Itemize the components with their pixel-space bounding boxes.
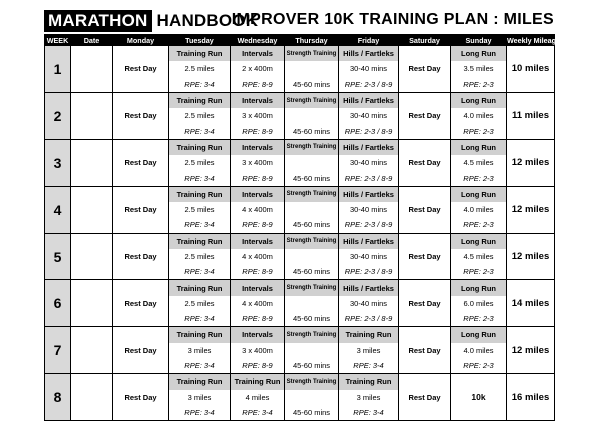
thursday-duration: 45-60 mins	[285, 264, 339, 280]
sunday-workout-label: Long Run	[451, 186, 507, 202]
tuesday-workout-label: Training Run	[169, 139, 231, 155]
sunday-cell: 10k	[451, 374, 507, 421]
monday-cell: Rest Day	[113, 139, 169, 186]
sunday-rpe: RPE: 2-3	[451, 77, 507, 93]
thursday-blank	[285, 343, 339, 358]
table-header-row	[45, 35, 555, 46]
column-header-thursday: Thursday	[285, 35, 339, 46]
training-plan-table	[44, 34, 561, 421]
friday-rpe: RPE: 2-3 / 8-9	[339, 123, 399, 139]
weekly-mileage: 12 miles	[507, 186, 555, 233]
weekly-mileage: 12 miles	[507, 233, 555, 280]
friday-rpe: RPE: 2-3 / 8-9	[339, 311, 399, 327]
column-header-tuesday: Tuesday	[169, 35, 231, 46]
thursday-blank	[285, 202, 339, 217]
date-cell	[71, 186, 113, 233]
monday-cell: Rest Day	[113, 280, 169, 327]
friday-rpe: RPE: 2-3 / 8-9	[339, 77, 399, 93]
tuesday-workout-label: Training Run	[169, 374, 231, 390]
friday-workout-label: Hills / Fartleks	[339, 233, 399, 249]
column-header-saturday: Saturday	[399, 35, 451, 46]
thursday-duration: 45-60 mins	[285, 77, 339, 93]
thursday-blank	[285, 108, 339, 123]
date-cell	[71, 280, 113, 327]
tuesday-workout-value: 2.5 miles	[169, 155, 231, 170]
wednesday-workout-label: Intervals	[231, 233, 285, 249]
friday-workout-value: 3 miles	[339, 390, 399, 405]
thursday-blank	[285, 390, 339, 405]
wednesday-workout-label: Intervals	[231, 280, 285, 296]
date-cell	[71, 374, 113, 421]
wednesday-workout-value: 3 x 400m	[231, 108, 285, 123]
tuesday-workout-label: Training Run	[169, 46, 231, 62]
sunday-workout-label: Long Run	[451, 92, 507, 108]
table-row	[45, 186, 555, 202]
tuesday-workout-value: 2.5 miles	[169, 249, 231, 264]
column-header-monday: Monday	[113, 35, 169, 46]
sunday-workout-label: Long Run	[451, 280, 507, 296]
friday-rpe: RPE: 3-4	[339, 358, 399, 374]
column-header-wednesday: Wednesday	[231, 35, 285, 46]
tuesday-workout-label: Training Run	[169, 280, 231, 296]
week-number: 6	[45, 280, 71, 327]
week-number: 3	[45, 139, 71, 186]
wednesday-workout-label: Intervals	[231, 186, 285, 202]
friday-workout-label: Hills / Fartleks	[339, 280, 399, 296]
sunday-workout-value: 4.0 miles	[451, 343, 507, 358]
sunday-rpe: RPE: 2-3	[451, 264, 507, 280]
saturday-cell: Rest Day	[399, 46, 451, 93]
friday-workout-value: 30-40 mins	[339, 108, 399, 123]
date-cell	[71, 139, 113, 186]
weekly-mileage: 12 miles	[507, 327, 555, 374]
saturday-cell: Rest Day	[399, 374, 451, 421]
tuesday-workout-label: Training Run	[169, 233, 231, 249]
friday-workout-value: 30-40 mins	[339, 202, 399, 217]
thursday-duration: 45-60 mins	[285, 123, 339, 139]
sunday-rpe: RPE: 2-3	[451, 311, 507, 327]
friday-workout-label: Training Run	[339, 374, 399, 390]
friday-workout-label: Hills / Fartleks	[339, 139, 399, 155]
column-header-sunday: Sunday	[451, 35, 507, 46]
wednesday-workout-value: 4 x 400m	[231, 202, 285, 217]
saturday-cell: Rest Day	[399, 327, 451, 374]
tuesday-rpe: RPE: 3-4	[169, 217, 231, 233]
wednesday-workout-value: 4 x 400m	[231, 249, 285, 264]
week-number: 8	[45, 374, 71, 421]
friday-workout-value: 3 miles	[339, 343, 399, 358]
friday-workout-label: Training Run	[339, 327, 399, 343]
sunday-workout-value: 4.0 miles	[451, 202, 507, 217]
weekly-mileage: 14 miles	[507, 280, 555, 327]
thursday-workout-label: Strength Training	[285, 374, 339, 390]
sunday-workout-label: Long Run	[451, 327, 507, 343]
table-row	[45, 374, 555, 390]
column-header-week: WEEK	[45, 35, 71, 46]
friday-workout-value: 30-40 mins	[339, 296, 399, 311]
tuesday-rpe: RPE: 3-4	[169, 123, 231, 139]
saturday-cell: Rest Day	[399, 92, 451, 139]
table-row	[45, 233, 555, 249]
friday-workout-label: Hills / Fartleks	[339, 92, 399, 108]
monday-cell: Rest Day	[113, 233, 169, 280]
friday-rpe: RPE: 2-3 / 8-9	[339, 217, 399, 233]
sunday-rpe: RPE: 2-3	[451, 170, 507, 186]
table-row	[45, 327, 555, 343]
week-number: 2	[45, 92, 71, 139]
thursday-workout-label: Strength Training	[285, 139, 339, 155]
thursday-duration: 45-60 mins	[285, 217, 339, 233]
wednesday-workout-value: 2 x 400m	[231, 61, 285, 76]
sunday-rpe: RPE: 2-3	[451, 358, 507, 374]
wednesday-rpe: RPE: 8-9	[231, 358, 285, 374]
week-number: 5	[45, 233, 71, 280]
monday-cell: Rest Day	[113, 186, 169, 233]
friday-workout-value: 30-40 mins	[339, 249, 399, 264]
tuesday-rpe: RPE: 3-4	[169, 311, 231, 327]
sunday-workout-value: 3.5 miles	[451, 61, 507, 76]
thursday-blank	[285, 155, 339, 170]
week-number: 7	[45, 327, 71, 374]
thursday-workout-label: Strength Training	[285, 233, 339, 249]
wednesday-workout-value: 3 x 400m	[231, 343, 285, 358]
table-row	[45, 280, 555, 296]
wednesday-workout-value: 3 x 400m	[231, 155, 285, 170]
wednesday-workout-label: Intervals	[231, 92, 285, 108]
friday-rpe: RPE: 3-4	[339, 405, 399, 421]
thursday-duration: 45-60 mins	[285, 311, 339, 327]
column-header-weekly-mileage: Weekly Mileage	[507, 35, 561, 45]
page-title: IMPROVER 10K TRAINING PLAN : MILES	[231, 11, 554, 28]
saturday-cell: Rest Day	[399, 139, 451, 186]
sunday-rpe: RPE: 2-3	[451, 123, 507, 139]
date-cell	[71, 46, 113, 93]
tuesday-workout-value: 2.5 miles	[169, 61, 231, 76]
wednesday-rpe: RPE: 8-9	[231, 311, 285, 327]
weekly-mileage: 11 miles	[507, 92, 555, 139]
friday-workout-label: Hills / Fartleks	[339, 46, 399, 62]
thursday-workout-label: Strength Training	[285, 46, 339, 62]
tuesday-rpe: RPE: 3-4	[169, 77, 231, 93]
marathon-handbook-logo	[44, 10, 258, 32]
wednesday-rpe: RPE: 8-9	[231, 77, 285, 93]
training-plan-body	[45, 46, 555, 421]
page-header	[44, 10, 554, 32]
wednesday-workout-label: Intervals	[231, 139, 285, 155]
sunday-workout-value: 6.0 miles	[451, 296, 507, 311]
date-cell	[71, 92, 113, 139]
friday-workout-value: 30-40 mins	[339, 61, 399, 76]
thursday-duration: 45-60 mins	[285, 170, 339, 186]
monday-cell: Rest Day	[113, 374, 169, 421]
week-number: 1	[45, 46, 71, 93]
thursday-duration: 45-60 mins	[285, 358, 339, 374]
logo-boxed-text: MARATHON	[44, 10, 152, 32]
wednesday-workout-label: Intervals	[231, 327, 285, 343]
friday-rpe: RPE: 2-3 / 8-9	[339, 264, 399, 280]
thursday-workout-label: Strength Training	[285, 186, 339, 202]
wednesday-rpe: RPE: 8-9	[231, 123, 285, 139]
wednesday-rpe: RPE: 3-4	[231, 405, 285, 421]
week-number: 4	[45, 186, 71, 233]
tuesday-workout-label: Training Run	[169, 327, 231, 343]
saturday-cell: Rest Day	[399, 233, 451, 280]
table-row	[45, 139, 555, 155]
sunday-workout-value: 4.5 miles	[451, 249, 507, 264]
monday-cell: Rest Day	[113, 327, 169, 374]
wednesday-workout-value: 4 miles	[231, 390, 285, 405]
table-row	[45, 46, 555, 62]
sunday-rpe: RPE: 2-3	[451, 217, 507, 233]
tuesday-workout-label: Training Run	[169, 92, 231, 108]
column-header-date: Date	[71, 35, 113, 46]
date-cell	[71, 327, 113, 374]
tuesday-rpe: RPE: 3-4	[169, 170, 231, 186]
weekly-mileage: 16 miles	[507, 374, 555, 421]
saturday-cell: Rest Day	[399, 280, 451, 327]
date-cell	[71, 233, 113, 280]
sunday-workout-label: Long Run	[451, 139, 507, 155]
wednesday-rpe: RPE: 8-9	[231, 264, 285, 280]
friday-workout-value: 30-40 mins	[339, 155, 399, 170]
thursday-duration: 45-60 mins	[285, 405, 339, 421]
tuesday-workout-value: 3 miles	[169, 390, 231, 405]
tuesday-workout-value: 2.5 miles	[169, 202, 231, 217]
column-header-friday: Friday	[339, 35, 399, 46]
tuesday-workout-label: Training Run	[169, 186, 231, 202]
tuesday-workout-value: 3 miles	[169, 343, 231, 358]
tuesday-workout-value: 2.5 miles	[169, 108, 231, 123]
tuesday-workout-value: 2.5 miles	[169, 296, 231, 311]
tuesday-rpe: RPE: 3-4	[169, 358, 231, 374]
sunday-workout-label: Long Run	[451, 46, 507, 62]
thursday-blank	[285, 249, 339, 264]
sunday-workout-value: 4.0 miles	[451, 108, 507, 123]
friday-workout-label: Hills / Fartleks	[339, 186, 399, 202]
tuesday-rpe: RPE: 3-4	[169, 405, 231, 421]
weekly-mileage: 10 miles	[507, 46, 555, 93]
friday-rpe: RPE: 2-3 / 8-9	[339, 170, 399, 186]
wednesday-workout-label: Intervals	[231, 46, 285, 62]
wednesday-workout-value: 4 x 400m	[231, 296, 285, 311]
sunday-workout-label: Long Run	[451, 233, 507, 249]
monday-cell: Rest Day	[113, 46, 169, 93]
saturday-cell: Rest Day	[399, 186, 451, 233]
thursday-workout-label: Strength Training	[285, 327, 339, 343]
wednesday-rpe: RPE: 8-9	[231, 217, 285, 233]
table-row	[45, 92, 555, 108]
weekly-mileage: 12 miles	[507, 139, 555, 186]
thursday-workout-label: Strength Training	[285, 92, 339, 108]
thursday-workout-label: Strength Training	[285, 280, 339, 296]
thursday-blank	[285, 296, 339, 311]
sunday-workout-value: 4.5 miles	[451, 155, 507, 170]
tuesday-rpe: RPE: 3-4	[169, 264, 231, 280]
wednesday-workout-label: Training Run	[231, 374, 285, 390]
logo-plain-text: HANDBOOK	[156, 11, 259, 30]
thursday-blank	[285, 61, 339, 76]
wednesday-rpe: RPE: 8-9	[231, 170, 285, 186]
monday-cell: Rest Day	[113, 92, 169, 139]
